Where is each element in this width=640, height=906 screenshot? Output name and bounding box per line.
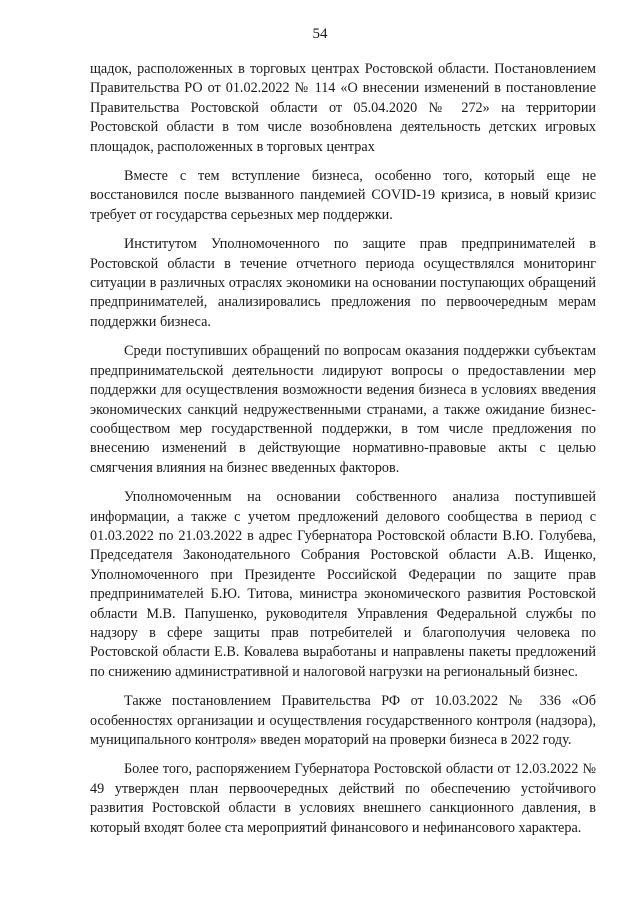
paragraph-action-plan: Более того, распоряжением Губернатора Ростовской области от 12.03.2022 № 49 утвержден план первоочередных действий по обеспечению устойчивого развития Ростовской области в условиях внешнего санкционного давления, в который входят более ста мероприятий финансового и нефинансового характера. — [90, 761, 596, 836]
page-number: 54 — [312, 26, 328, 42]
paragraph-moratorium: Также постановлением Правительства РФ от 10.03.2022 № 336 «Об особенностях организации и осуществления государственного контроля (надзора), муниципального контроля» введен мораторий на проверки бизнеса в 2022 году. — [90, 693, 596, 748]
paragraph-proposals: Уполномоченным на основании собственного анализа поступившей информации, а также с учетом предложений делового сообщества в период с 01.03.2022 по 21.03.2022 в адрес Губернатора Ростовской области В.Ю. Голубева, Председателя Законодательного Собрания Ростовской области А.В. Ищенко, Уполномоченного при Президенте Российской Федерации по защите прав предпринимателей Б.Ю. Титова, министра экономического развития Ростовской области М.В. Папушенко, руководителя Управления Федеральной службы по надзору в сфере защиты прав потребителей и благополучия человека по Ростовской области Е.В. Ковалева выработаны и направлены пакеты предложений по снижению административной и налоговой нагрузки на региональный бизнес. — [90, 489, 596, 680]
paragraph-continuation: щадок, расположенных в торговых центрах Ростовской области. Постановлением Правительства РО от 01.02.2022 № 114 «О внесении изменений в постановление Правительства Ростовской области от 05.04.2020 № 272» на территории Ростовской области в том числе возобновлена деятельность детских игровых площадок, расположенных в торговых центрах — [90, 61, 596, 155]
paragraph-business-crisis: Вместе с тем вступление бизнеса, особенно того, который еще не восстановился после вызванного пандемией COVID-19 кризиса, в новый кризис требует от государства серьезных мер поддержки. — [90, 168, 596, 223]
document-body — [90, 60, 596, 838]
paragraph-monitoring: Институтом Уполномоченного по защите прав предпринимателей в Ростовской области в течение отчетного периода осуществлялся мониторинг ситуации в различных отраслях экономики на основании поступающих обращений предпринимателей, анализировались предложения по первоочередным мерам поддержки бизнеса. — [90, 236, 596, 330]
paragraph-appeals: Среди поступивших обращений по вопросам оказания поддержки субъектам предпринимательской деятельности лидируют вопросы о предоставлении мер поддержки для осуществления возможности ведения бизнеса в условиях введения экономических санкций недружественными странами, а также ожидание бизнес-сообществом мер государственной поддержки, в том числе предложения по внесению изменений в действующие нормативно-правовые акты с целью смягчения влияния на бизнес введенных факторов. — [90, 343, 596, 476]
